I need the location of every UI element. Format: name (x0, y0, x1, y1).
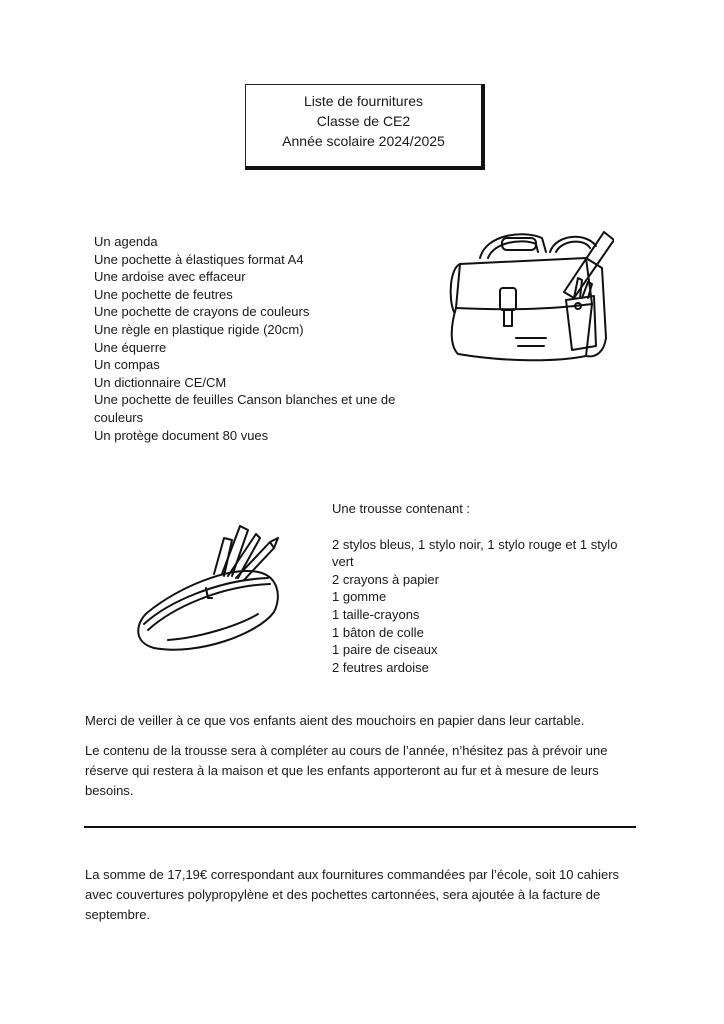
tissues-note: Merci de veiller à ce que vos enfants aient des mouchoirs en papier dans leur cartable. (85, 713, 585, 728)
list-item: Une règle en plastique rigide (20cm) (94, 321, 304, 337)
list-item: Une pochette de crayons de couleurs (94, 304, 310, 320)
list-item: Une pochette de feutres (94, 286, 233, 302)
list-item: 2 crayons à papier (332, 571, 439, 587)
pencil-case-section (332, 500, 632, 676)
invoice-note: La somme de 17,19€ correspondant aux fournitures commandées par l’école, soit 10 cahiers avec couvertures polypropylène et des pochettes cartonnées, sera ajoutée à la facture de septembre. (85, 867, 620, 922)
backpack-illustration (446, 228, 614, 368)
list-item: 1 paire de ciseaux (332, 642, 438, 658)
supplies-list (94, 233, 414, 444)
list-item: 1 taille-crayons (332, 606, 420, 622)
list-item: Un protège document 80 vues (94, 427, 269, 443)
list-item: Une pochette de feuilles Canson blanches et une de couleurs (94, 392, 396, 425)
document-title: Liste de fournitures (303, 93, 424, 109)
class-name: Classe de CE2 (316, 113, 411, 129)
school-year: Année scolaire 2024/2025 (282, 133, 445, 149)
list-item: Un compas (94, 357, 160, 373)
title-box (245, 84, 485, 170)
list-item: 2 feutres ardoise (332, 659, 429, 675)
list-item: Un agenda (94, 234, 158, 249)
list-item: Une équerre (94, 339, 167, 355)
divider (84, 826, 636, 828)
list-item: 2 stylos bleus, 1 stylo noir, 1 stylo rouge et 1 stylo vert (332, 536, 618, 570)
list-item: Une ardoise avec effaceur (94, 269, 246, 285)
pencil-case-heading: Une trousse contenant : (332, 501, 471, 516)
list-item: Un dictionnaire CE/CM (94, 374, 227, 390)
pencil-case-illustration (128, 522, 290, 652)
reserve-note: Le contenu de la trousse sera à compléter au cours de l’année, n’hésitez pas à prévoir une réserve qui restera à la maison et que les enfants apporteront au fur et à mesure de leurs besoins. (85, 743, 608, 798)
list-item: 1 gomme (332, 589, 387, 605)
list-item: 1 bâton de colle (332, 624, 424, 640)
list-item: Une pochette à élastiques format A4 (94, 251, 304, 267)
